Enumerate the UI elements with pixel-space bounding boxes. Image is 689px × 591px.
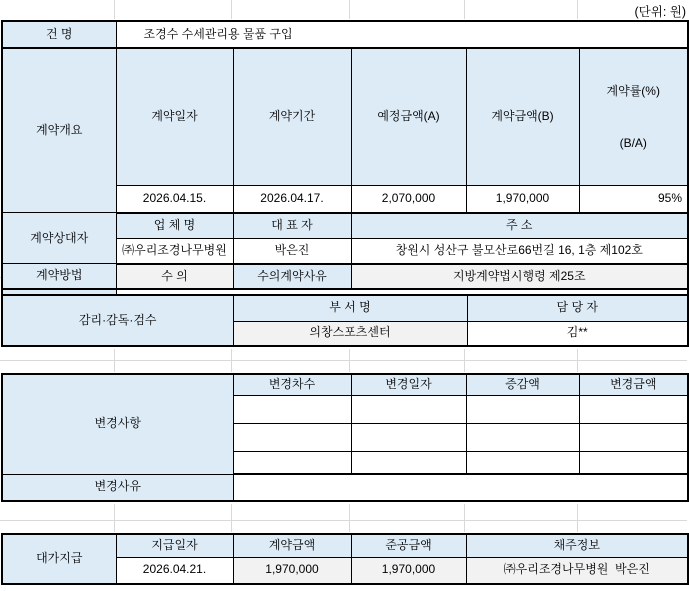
gridline [114, 0, 115, 19]
gridline [114, 504, 115, 532]
overview-label: 계약개요 [2, 48, 116, 213]
overview-period: 2026.04.17. [233, 186, 351, 213]
changes-row-cell [233, 395, 351, 423]
changes-row-cell [233, 451, 351, 474]
changes-label: 변경사항 [2, 374, 233, 474]
inspection-table [1, 294, 689, 347]
party-col-company: 업 체 명 [116, 213, 233, 239]
changes-col-date: 변경일자 [351, 374, 466, 395]
changes-col-delta: 증감액 [466, 374, 579, 395]
gridline [464, 349, 465, 372]
contract-summary-table [1, 20, 689, 339]
gridline [0, 520, 687, 521]
payment-table [1, 533, 689, 585]
changes-row-cell [351, 395, 466, 423]
gridline [577, 504, 578, 532]
gridline [577, 0, 578, 19]
inspection-dept: 의창스포츠센터 [233, 321, 467, 346]
inspection-manager: 김** [467, 321, 688, 346]
changes-row-cell [233, 423, 351, 451]
payment-creditor: ㈜우리조경나무병원 박은진 [466, 557, 688, 584]
gridline [464, 0, 465, 19]
party-company: ㈜우리조경나무병원 [116, 239, 233, 264]
title-label: 건 명 [2, 21, 116, 48]
payment-col-creditor: 채주정보 [466, 534, 688, 557]
gridline [231, 0, 232, 19]
party-col-address: 주 소 [351, 213, 688, 239]
method-label: 계약방법 [2, 264, 116, 289]
overview-rate: 95% [579, 186, 688, 213]
gridline [0, 360, 687, 361]
gridline [231, 349, 232, 372]
unit-label: (단위: 원) [634, 5, 686, 19]
method-value: 수 의 [116, 264, 233, 289]
changes-table [1, 373, 689, 502]
changes-reason [233, 474, 688, 501]
payment-col-completion-amount: 준공금액 [351, 534, 466, 557]
changes-reason-label: 변경사유 [2, 474, 233, 501]
gridline [349, 0, 350, 19]
gridline [231, 504, 232, 532]
method-reason-label: 수의계약사유 [233, 264, 351, 289]
changes-row-cell [351, 423, 466, 451]
title-value: 조경수 수세관리용 물품 구입 [116, 21, 688, 48]
payment-label: 대가지급 [2, 534, 116, 584]
overview-col-date: 계약일자 [116, 48, 233, 186]
inspection-col-manager: 담 당 자 [467, 295, 688, 321]
party-col-ceo: 대 표 자 [233, 213, 351, 239]
method-reason: 지방계약법시행령 제25조 [351, 264, 688, 289]
payment-completion-amount: 1,970,000 [351, 557, 466, 584]
gridline [114, 349, 115, 372]
overview-planned: 2,070,000 [351, 186, 466, 213]
gridline [349, 349, 350, 372]
overview-col-planned: 예정금액(A) [351, 48, 466, 186]
inspection-col-dept: 부 서 명 [233, 295, 467, 321]
gridline [577, 349, 578, 372]
changes-col-round: 변경차수 [233, 374, 351, 395]
payment-date: 2026.04.21. [116, 557, 233, 584]
overview-col-rate [579, 48, 688, 186]
changes-col-amount: 변경금액 [579, 374, 688, 395]
changes-row-cell [466, 423, 579, 451]
changes-row-cell [579, 451, 688, 474]
overview-amount: 1,970,000 [466, 186, 579, 213]
party-address: 창원시 성산구 불모산로66번길 16, 1층 제102호 [351, 239, 688, 264]
overview-col-rate-line1: 계약률(%) [606, 84, 660, 99]
overview-col-period: 계약기간 [233, 48, 351, 186]
inspection-label: 감리·감독·검수 [2, 295, 233, 346]
party-label: 계약상대자 [2, 213, 116, 264]
overview-date: 2026.04.15. [116, 186, 233, 213]
changes-row-cell [579, 395, 688, 423]
payment-col-contract-amount: 계약금액 [233, 534, 351, 557]
changes-row-cell [351, 451, 466, 474]
changes-row-cell [466, 451, 579, 474]
party-ceo: 박은진 [233, 239, 351, 264]
overview-col-amount: 계약금액(B) [466, 48, 579, 186]
payment-contract-amount: 1,970,000 [233, 557, 351, 584]
payment-col-date: 지급일자 [116, 534, 233, 557]
overview-col-rate-line2: (B/A) [619, 135, 647, 150]
gridline [349, 504, 350, 532]
gridline [464, 504, 465, 532]
changes-row-cell [579, 423, 688, 451]
changes-row-cell [466, 395, 579, 423]
